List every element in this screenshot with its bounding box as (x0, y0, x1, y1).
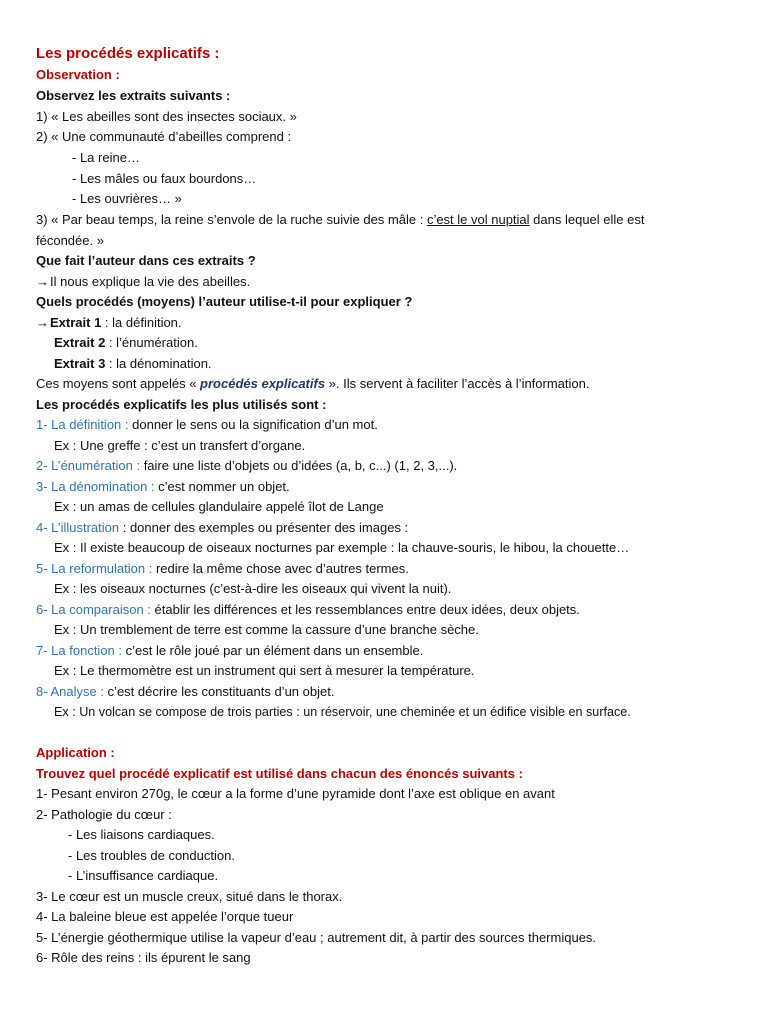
statement-subitem: - Les liaisons cardiaques. (68, 827, 215, 842)
procede-desc: : donner des exemples ou présenter des images : (119, 520, 409, 535)
procede-desc: c’est décrire les constituants d’un objet. (103, 684, 335, 699)
procede-item (36, 416, 378, 434)
statement-subitem: - L’insuffisance cardiaque. (68, 868, 219, 883)
procede-label: 5- La reformulation : (36, 561, 153, 576)
extract-label: Extrait 3 (54, 356, 106, 371)
extract-3 (36, 211, 644, 229)
doc-title: Les procédés explicatifs : (36, 45, 220, 62)
question-2: Quels procédés (moyens) l’auteur utilise-t-il pour expliquer ? (36, 294, 413, 309)
procede-item (36, 560, 409, 578)
most-used-heading: Les procédés explicatifs les plus utilisés sont : (36, 397, 327, 412)
extract-3-end: dans lequel elle est (529, 212, 645, 227)
procede-label: 3- La dénomination : (36, 479, 155, 494)
statement: 3- Le cœur est un muscle creux, situé dans le thorax. (36, 889, 343, 904)
extract-2-item: - La reine… (72, 150, 140, 165)
statement: 2- Pathologie du cœur : (36, 807, 172, 822)
means-start: Ces moyens sont appelés « (36, 376, 201, 391)
extract-method: : la dénomination. (105, 356, 212, 371)
extract-3-start: 3) « Par beau temps, la reine s’envole de la ruche suivie des mâle : (36, 212, 427, 227)
answer-1 (36, 273, 250, 291)
application-heading: Application : (36, 745, 115, 760)
arrow-right-icon: → (36, 315, 49, 330)
statement: 6- Rôle des reins : ils épurent le sang (36, 950, 251, 965)
procede-example: Ex : Il existe beaucoup de oiseaux nocturnes par exemple : la chauve-souris, le hibou, la chouette… (54, 540, 630, 555)
means-end: ». Ils servent à faciliter l’accès à l’information. (325, 376, 590, 391)
procede-label: 8- Analyse : (36, 684, 104, 699)
question-1: Que fait l’auteur dans ces extraits ? (36, 253, 256, 268)
application-instruction: Trouvez quel procédé explicatif est utilisé dans chacun des énoncés suivants : (36, 766, 523, 781)
procede-desc: faire une liste d’objets ou d’idées (a, b, c...) (1, 2, 3,...). (140, 458, 458, 473)
extract-2: 2) « Une communauté d’abeilles comprend : (36, 129, 292, 144)
procede-example: Ex : un amas de cellules glandulaire appelé îlot de Lange (54, 499, 384, 514)
statement: 4- La baleine bleue est appelée l’orque tueur (36, 909, 294, 924)
statement: 1- Pesant environ 270g, le cœur a la forme d’une pyramide dont l’axe est oblique en avant (36, 786, 555, 801)
procede-example: Ex : les oiseaux nocturnes (c’est-à-dire les oiseaux qui vivent la nuit). (54, 581, 452, 596)
extract-2-item: - Les ouvrières… » (72, 191, 182, 206)
extract-method: : la définition. (101, 315, 182, 330)
procede-item (36, 683, 334, 701)
procede-label: 6- La comparaison : (36, 602, 151, 617)
observation-instruction: Observez les extraits suivants : (36, 88, 231, 103)
answer-2-line (54, 334, 198, 352)
procede-example: Ex : Un tremblement de terre est comme la cassure d’une branche sèche. (54, 622, 479, 637)
procede-example: Ex : Le thermomètre est un instrument qui sert à mesurer la température. (54, 663, 475, 678)
statement: 5- L’énergie géothermique utilise la vapeur d’eau ; autrement dit, à partir des sources thermiques. (36, 930, 597, 945)
procede-item (36, 519, 408, 537)
extract-1: 1) « Les abeilles sont des insectes sociaux. » (36, 109, 297, 124)
answer-1-text: Il nous explique la vie des abeilles. (50, 274, 251, 289)
extract-method: : l’énumération. (105, 335, 198, 350)
procede-item (36, 478, 290, 496)
procede-desc: donner le sens ou la signification d’un mot. (128, 417, 378, 432)
procede-desc: c’est le rôle joué par un élément dans un ensemble. (122, 643, 424, 658)
procede-example: Ex : Une greffe : c’est un transfert d’organe. (54, 438, 306, 453)
procede-item (36, 642, 423, 660)
procede-desc: c’est nommer un objet. (154, 479, 290, 494)
means-sentence (36, 375, 589, 393)
answer-2-line (54, 355, 212, 373)
procede-label: 7- La fonction : (36, 643, 122, 658)
extract-label: Extrait 1 (50, 315, 102, 330)
procede-item (36, 457, 457, 475)
extract-3-underlined: c’est le vol nuptial (426, 212, 530, 227)
extract-2-item: - Les mâles ou faux bourdons… (72, 171, 257, 186)
procede-label: 1- La définition : (36, 417, 129, 432)
procede-desc: redire la même chose avec d’autres termes. (152, 561, 409, 576)
observation-heading: Observation : (36, 67, 120, 82)
procede-desc: établir les différences et les ressemblances entre deux idées, deux objets. (150, 602, 580, 617)
procede-item (36, 601, 580, 619)
procede-label: 2- L’énumération : (36, 458, 141, 473)
answer-2-line (36, 314, 182, 332)
arrow-right-icon: → (36, 274, 49, 289)
statement-subitem: - Les troubles de conduction. (68, 848, 235, 863)
procede-label: 4- L’illustration (36, 520, 120, 535)
procede-example: Ex : Un volcan se compose de trois parties : un réservoir, une cheminée et un édifice visible en surface. (54, 705, 631, 719)
extract-label: Extrait 2 (54, 335, 106, 350)
extract-3-cont: fécondée. » (36, 233, 104, 248)
means-term: procédés explicatifs (200, 376, 326, 391)
